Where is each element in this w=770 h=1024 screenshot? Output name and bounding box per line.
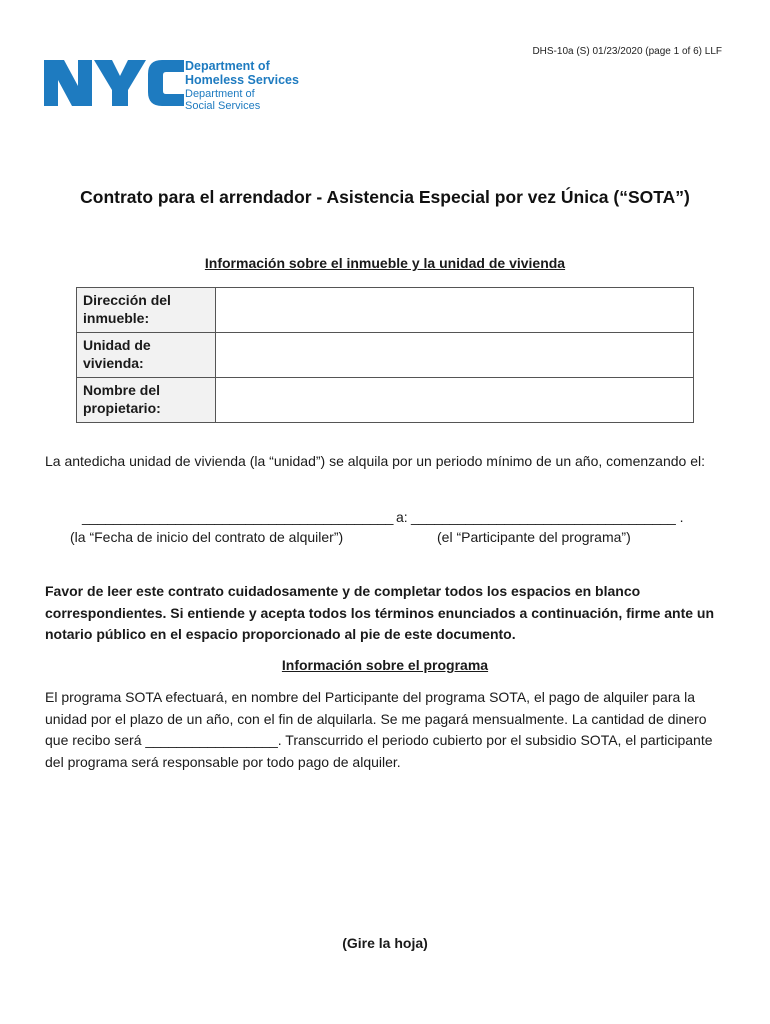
agency-name bbox=[185, 59, 299, 113]
agency-line-2: Homeless Services bbox=[185, 73, 299, 88]
agency-line-1: Department of bbox=[185, 59, 270, 73]
table-row bbox=[77, 288, 694, 333]
property-section-heading: Información sobre el inmueble y la unidad de vivienda bbox=[204, 255, 566, 271]
turn-page-note: (Gire la hoja) bbox=[342, 935, 428, 951]
unit-field[interactable] bbox=[216, 333, 694, 378]
lease-term-text: La antedicha unidad de vivienda (la “unidad”) se alquila por un periodo mínimo de un año, comenzando el: bbox=[45, 453, 705, 469]
nyc-wordmark-icon bbox=[44, 60, 184, 106]
program-participant-field[interactable]: __________________________________ . bbox=[411, 509, 684, 525]
owner-name-label: Nombre del propietario: bbox=[77, 378, 216, 423]
unit-label: Unidad de vivienda: bbox=[77, 333, 216, 378]
property-info-table bbox=[76, 287, 694, 423]
address-field[interactable] bbox=[216, 288, 694, 333]
document-title: Contrato para el arrendador - Asistencia Especial por vez Única (“SOTA”) bbox=[80, 187, 690, 207]
program-info-text: El programa SOTA efectuará, en nombre del Participante del programa SOTA, el pago de alquiler para la unidad por el plazo de un año, con el fin de alquilarla. Se me pagará mensualmente. La cantidad de dinero que recibo será _________________. Transcurrido el periodo cubierto por el subsidio SOTA, el participante del programa será responsable por todo pago de alquiler. bbox=[45, 689, 713, 770]
owner-name-field[interactable] bbox=[216, 378, 694, 423]
agency-line-4: Social Services bbox=[185, 100, 261, 113]
lease-start-date-caption: (la “Fecha de inicio del contrato de alquiler”) bbox=[70, 529, 344, 545]
table-row bbox=[77, 378, 694, 423]
program-section-heading: Información sobre el programa bbox=[281, 657, 489, 673]
form-id: DHS-10a (S) 01/23/2020 (page 1 of 6) LLF bbox=[532, 46, 722, 57]
address-label: Dirección del inmueble: bbox=[77, 288, 216, 333]
program-participant-caption: (el “Participante del programa”) bbox=[437, 529, 631, 545]
instructions-text: Favor de leer este contrato cuidadosamente y de completar todos los espacios en blanco correspondientes. Si entiende y acepta todos los términos enunciados a continuación, firme ante un notario público en el espacio proporcionado al pie de este documento. bbox=[45, 583, 715, 642]
agency-line-3: Department of bbox=[185, 87, 255, 100]
lease-start-date-field[interactable]: ________________________________________ bbox=[82, 509, 394, 525]
lease-to-label: a: bbox=[396, 509, 408, 525]
table-row bbox=[77, 333, 694, 378]
